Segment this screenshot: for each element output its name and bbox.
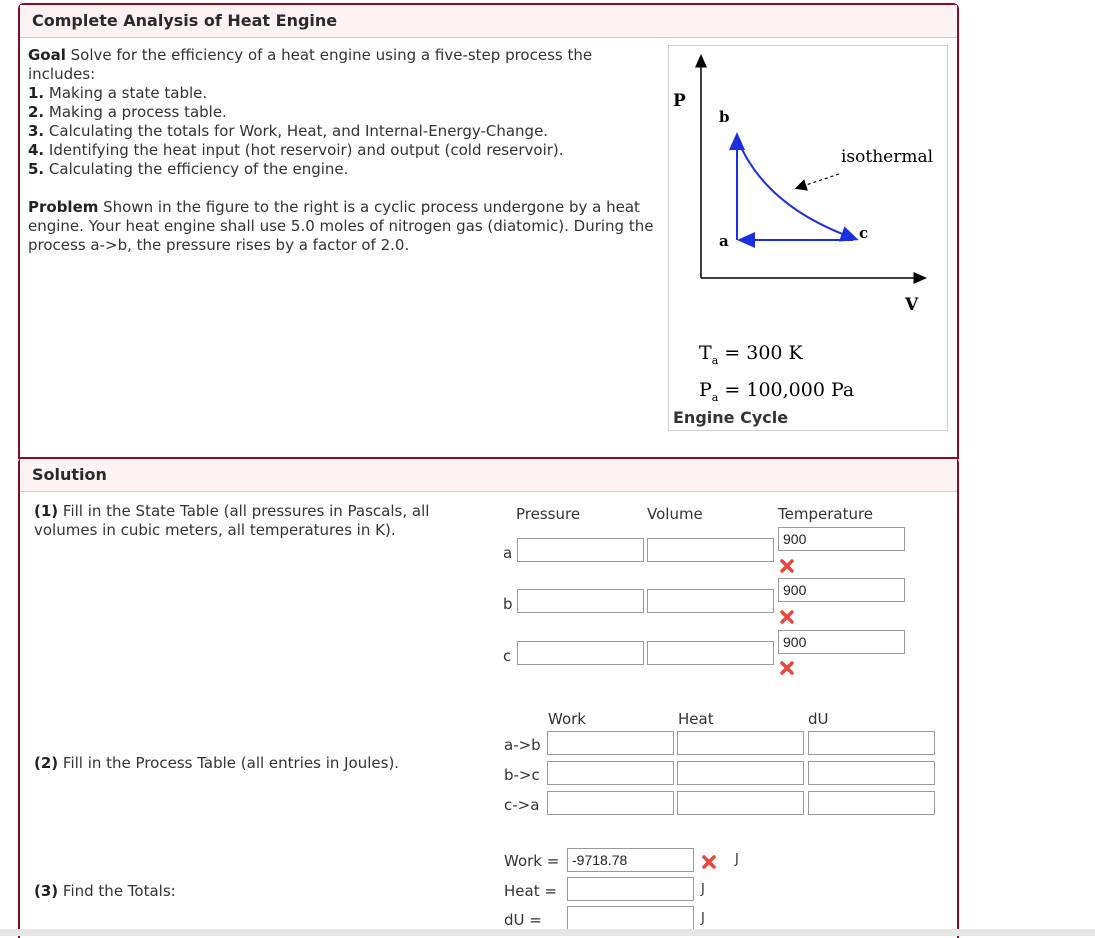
pv-diagram: [669, 46, 947, 430]
process-header-heat: Heat: [678, 710, 714, 728]
step3-instruction: [34, 882, 434, 901]
ta-symbol: T: [699, 342, 712, 364]
ta-readout: [699, 342, 803, 367]
step-1-num: 1.: [28, 84, 45, 102]
step1-instruction: [34, 502, 482, 540]
state-b-pressure-input[interactable]: [517, 589, 644, 613]
total-heat-label: Heat =: [504, 882, 557, 900]
step-2-num: 2.: [28, 103, 45, 121]
step2-text: Fill in the Process Table (all entries in Joules).: [58, 754, 400, 772]
state-header-volume: Volume: [647, 505, 703, 523]
problem-label: Problem: [28, 198, 99, 216]
state-c-temperature-input[interactable]: 900: [778, 630, 905, 654]
engine-cycle-figure: [668, 45, 948, 431]
step-5-num: 5.: [28, 160, 45, 178]
step3-num: (3): [34, 882, 59, 900]
process-row-bc-label: b->c: [504, 766, 540, 784]
horizontal-scrollbar[interactable]: [0, 929, 1095, 936]
step3-text: Find the Totals:: [58, 882, 176, 900]
goal-paragraph: [28, 46, 658, 179]
state-c-pressure-input[interactable]: [517, 641, 644, 665]
process-ca-heat-input[interactable]: [677, 791, 804, 815]
point-c-label: c: [859, 224, 869, 242]
problem-paragraph: [28, 198, 658, 255]
goal-text: Solve for the efficiency of a heat engine using a five-step process the includes:: [28, 46, 593, 83]
process-ab-work-input[interactable]: [547, 731, 674, 755]
total-du-input[interactable]: [567, 906, 694, 930]
pa-symbol: P: [699, 379, 712, 401]
incorrect-x-icon: [701, 854, 717, 870]
solution-title: Solution: [20, 459, 957, 492]
incorrect-x-icon: [779, 609, 795, 625]
process-bc-du-input[interactable]: [808, 761, 935, 785]
ta-value: = 300 K: [718, 342, 803, 364]
pa-readout: [699, 379, 854, 404]
state-a-volume-input[interactable]: [647, 538, 774, 562]
incorrect-x-icon: [779, 558, 795, 574]
total-work-input[interactable]: -9718.78: [567, 848, 694, 872]
step1-num: (1): [34, 502, 59, 520]
step2-num: (2): [34, 754, 59, 772]
step-3-text: Calculating the totals for Work, Heat, and Internal-Energy-Change.: [44, 122, 549, 140]
state-row-b-label: b: [503, 595, 513, 613]
isothermal-curve: [737, 138, 853, 238]
state-b-volume-input[interactable]: [647, 589, 774, 613]
point-b-label: b: [719, 108, 730, 126]
process-row-ca-label: c->a: [504, 796, 540, 814]
isothermal-label: isothermal: [841, 147, 934, 167]
pa-subscript: a: [711, 390, 719, 404]
state-c-volume-input[interactable]: [647, 641, 774, 665]
state-b-temperature-input[interactable]: 900: [778, 578, 905, 602]
process-bc-work-input[interactable]: [547, 761, 674, 785]
analysis-title: Complete Analysis of Heat Engine: [20, 5, 957, 38]
isothermal-pointer-arrow: [797, 174, 839, 188]
process-header-work: Work: [548, 710, 586, 728]
ta-subscript: a: [711, 353, 719, 367]
state-a-temperature-input[interactable]: 900: [778, 527, 905, 551]
step-5-text: Calculating the efficiency of the engine.: [44, 160, 349, 178]
step1-text: Fill in the State Table (all pressures in Pascals, all volumes in cubic meters, all temperatures in K).: [34, 502, 430, 539]
process-ab-heat-input[interactable]: [677, 731, 804, 755]
figure-caption: Engine Cycle: [673, 408, 789, 427]
step-2-text: Making a process table.: [44, 103, 227, 121]
total-du-label: dU =: [504, 911, 542, 929]
process-ab-du-input[interactable]: [808, 731, 935, 755]
state-row-a-label: a: [503, 544, 513, 562]
step-1-text: Making a state table.: [44, 84, 208, 102]
p-axis-label: P: [673, 91, 686, 111]
pa-value: = 100,000 Pa: [718, 379, 855, 401]
process-header-du: dU: [808, 710, 829, 728]
step-4-text: Identifying the heat input (hot reservoir) and output (cold reservoir).: [44, 141, 564, 159]
total-du-unit: J: [701, 911, 705, 926]
state-row-c-label: c: [503, 647, 512, 665]
process-row-ab-label: a->b: [504, 736, 541, 754]
step-4-num: 4.: [28, 141, 45, 159]
state-header-pressure: Pressure: [516, 505, 581, 523]
step2-instruction: [34, 754, 482, 773]
state-a-pressure-input[interactable]: [517, 538, 644, 562]
step-3-num: 3.: [28, 122, 45, 140]
state-header-temperature: Temperature: [778, 505, 874, 523]
process-ca-du-input[interactable]: [808, 791, 935, 815]
v-axis-label: V: [905, 295, 919, 315]
total-work-unit: J: [735, 852, 739, 867]
incorrect-x-icon: [779, 660, 795, 676]
total-heat-unit: J: [701, 882, 705, 897]
point-a-label: a: [719, 232, 729, 250]
goal-label: Goal: [28, 46, 66, 64]
process-bc-heat-input[interactable]: [677, 761, 804, 785]
total-work-label: Work =: [504, 852, 560, 870]
problem-text: Shown in the figure to the right is a cyclic process undergone by a heat engine. Your heat engine shall use 5.0 moles of nitrogen gas (diatomic). During the process a->b, the pressure rises by a factor of 2.0.: [28, 198, 654, 254]
total-heat-input[interactable]: [567, 877, 694, 901]
process-ca-work-input[interactable]: [547, 791, 674, 815]
